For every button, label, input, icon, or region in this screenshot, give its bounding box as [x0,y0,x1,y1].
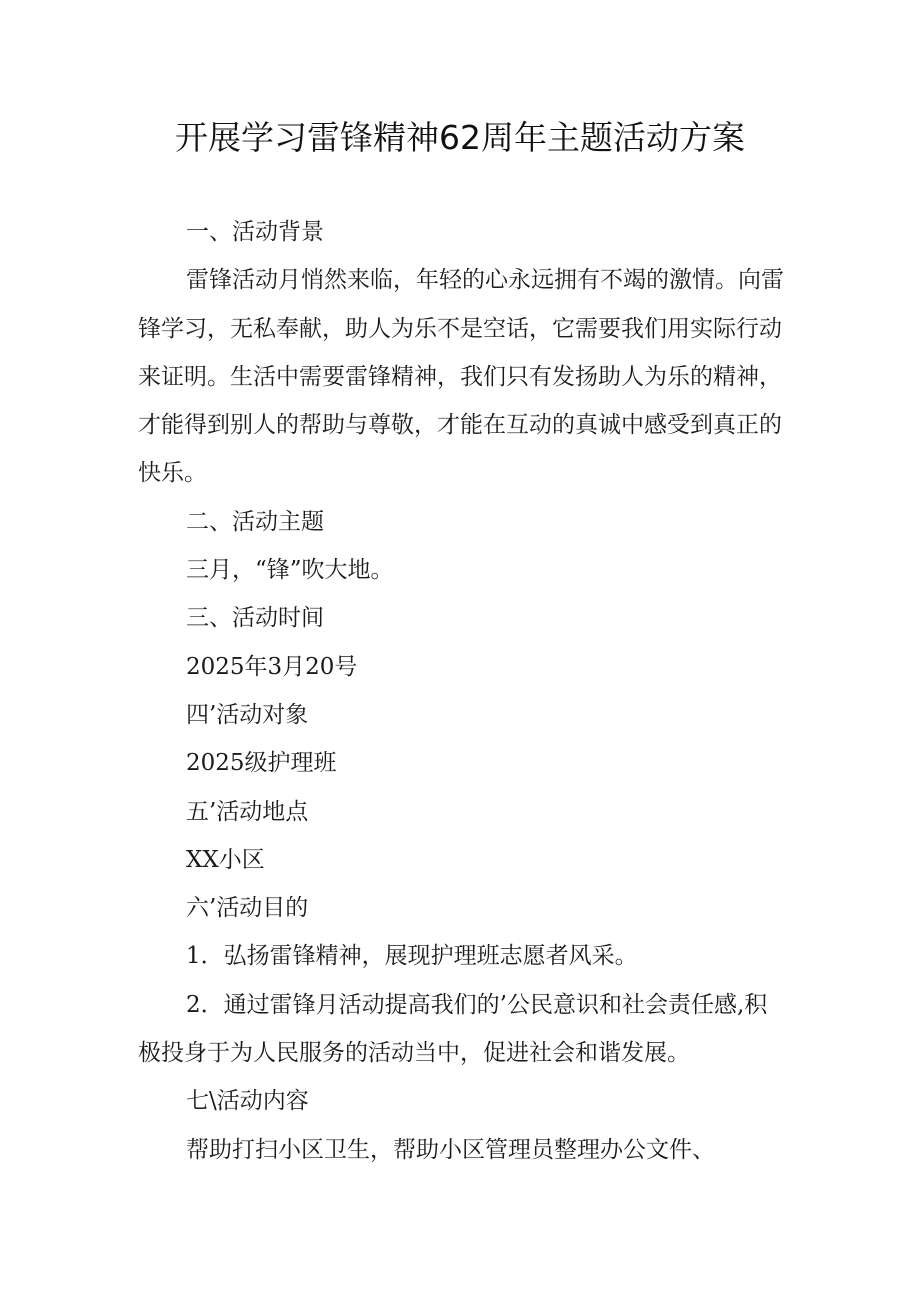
body-line: 极投身于为人民服务的活动当中，促进社会和谐发展。 [138,1040,690,1067]
body-line: 2025级护理班 [186,750,337,777]
body-line: 来证明。生活中需要雷锋精神，我们只有发扬助人为乐的精神， [138,363,782,390]
document-title: 开展学习雷锋精神62周年主题活动方案 [175,118,745,157]
body-line: 四’活动对象 [186,701,309,728]
body-line: 锋学习，无私奉献，助人为乐不是空话，它需要我们用实际行动 [138,315,782,342]
body-line: 二、活动主题 [186,508,324,535]
body-line: 七\活动内容 [186,1088,309,1115]
body-line: 三月，“锋”吹大地。 [186,557,394,584]
body-line: XX小区 [186,846,265,873]
body-line: 1．弘扬雷锋精神，展现护理班志愿者风采。 [186,943,638,970]
body-line: 三、活动时间 [186,605,324,632]
body-line: 2025年3月20号 [186,653,358,680]
body-line: 2．通过雷锋月活动提高我们的’公民意识和社会责任感,积 [186,991,768,1018]
body-line: 帮助打扫小区卫生，帮助小区管理员整理办公文件、 [186,1136,715,1163]
body-line: 五’活动地点 [186,798,309,825]
body-line: 才能得到别人的帮助与尊敬，才能在互动的真诚中感受到真正的 [138,412,782,439]
body-line: 快乐。 [138,460,207,487]
body-line: 雷锋活动月悄然来临，年轻的心永远拥有不竭的激情。向雷 [186,267,784,294]
document-body [138,208,788,1174]
body-line: 一、活动背景 [186,219,324,245]
body-line: 六’活动目的 [186,895,309,922]
